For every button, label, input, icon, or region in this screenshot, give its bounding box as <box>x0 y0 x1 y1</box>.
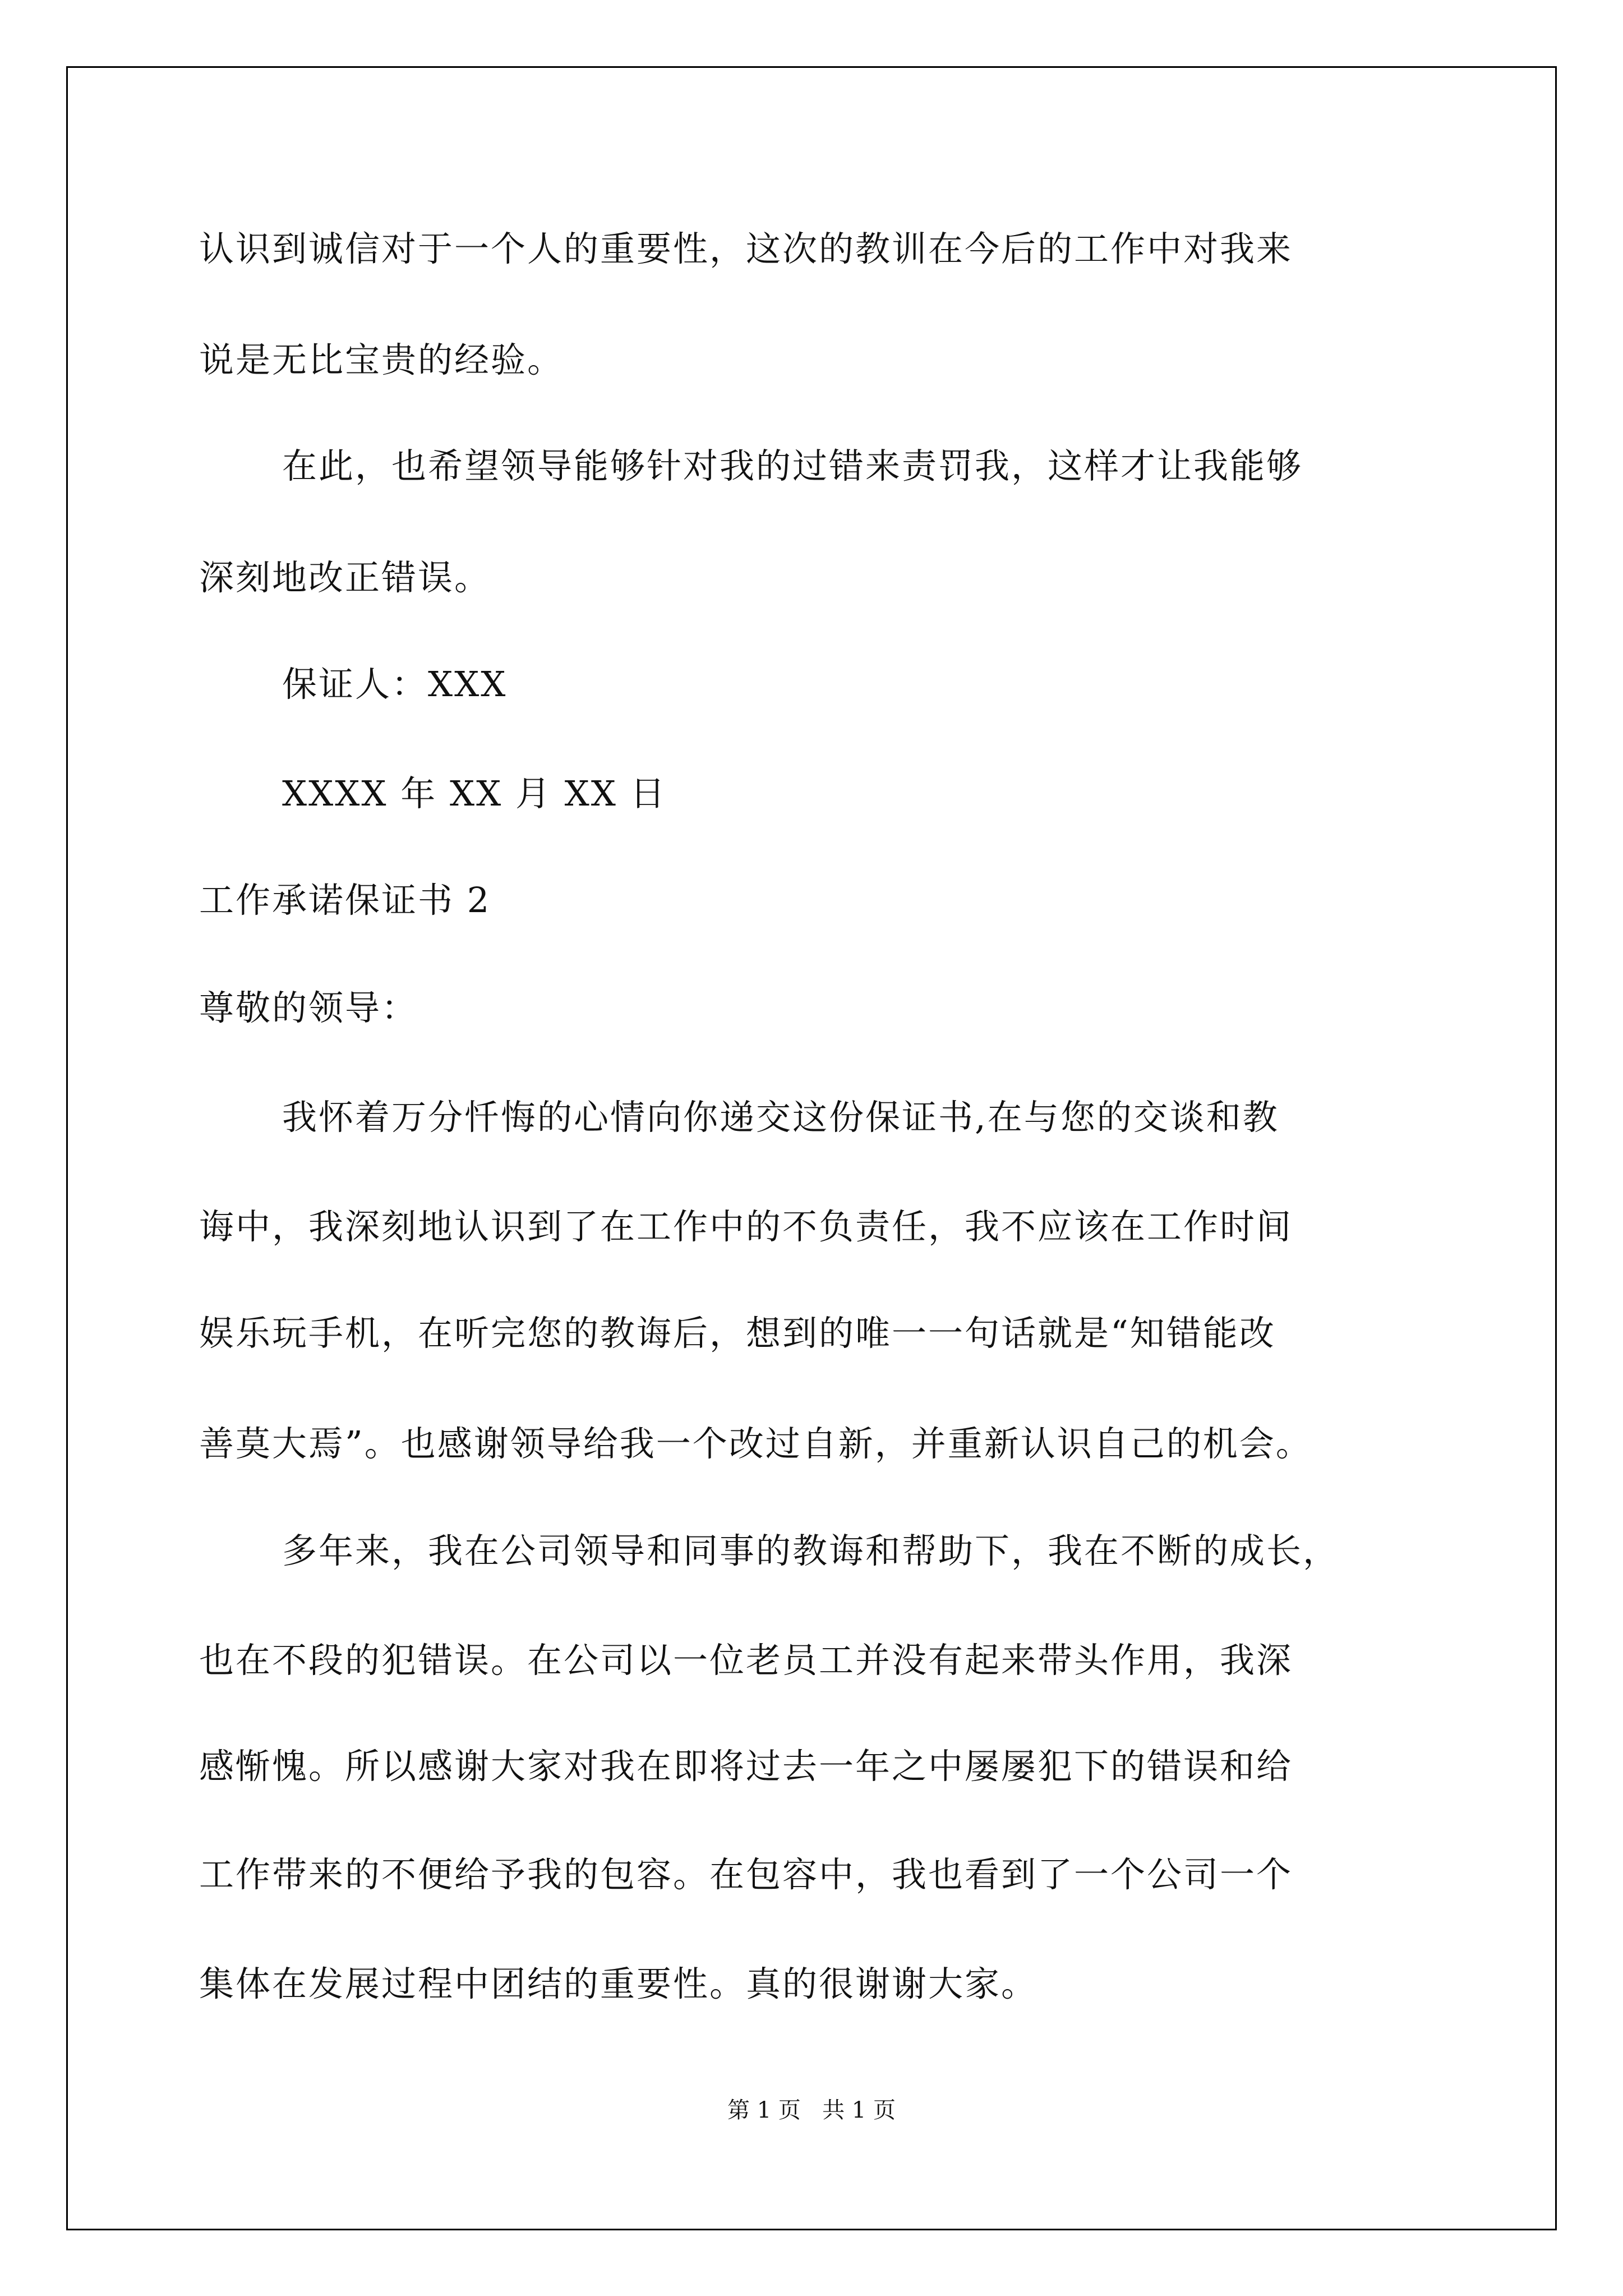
text-line: 深刻地改正错误。 <box>199 557 491 598</box>
page-border <box>66 66 1557 2230</box>
text-line: 娱乐玩手机，在听完您的教诲后，想到的唯一一句话就是“知错能改 <box>199 1313 1276 1354</box>
date-line: XXXX 年 XX 月 XX 日 <box>282 773 667 814</box>
section-heading: 工作承诺保证书 2 <box>199 880 491 921</box>
text-line: 说是无比宝贵的经验。 <box>199 339 564 380</box>
text-line: 集体在发展过程中团结的重要性。真的很谢谢大家。 <box>199 1963 1038 2004</box>
text-line: 也在不段的犯错误。在公司以一位老员工并没有起来带头作用，我深 <box>199 1640 1293 1681</box>
text-line: 工作带来的不便给予我的包容。在包容中，我也看到了一个公司一个 <box>199 1854 1293 1895</box>
text-line: 善莫大焉”。也感谢领导给我一个改过自新，并重新认识自己的机会。 <box>199 1423 1312 1464</box>
signatory-line: 保证人：XXX <box>282 664 508 705</box>
salutation: 尊敬的领导： <box>199 987 418 1028</box>
text-line: 感惭愧。所以感谢大家对我在即将过去一年之中屡屡犯下的错误和给 <box>199 1746 1293 1787</box>
text-line: 多年来，我在公司领导和同事的教诲和帮助下，我在不断的成长， <box>282 1530 1340 1571</box>
page-footer: 第 1 页 共 1 页 <box>727 2097 896 2123</box>
text-line: 诲中，我深刻地认识到了在工作中的不负责任，我不应该在工作时间 <box>199 1206 1293 1247</box>
text-line: 认识到诚信对于一个人的重要性，这次的教训在今后的工作中对我来 <box>199 228 1293 269</box>
text-line: 在此，也希望领导能够针对我的过错来责罚我，这样才让我能够 <box>282 445 1303 486</box>
text-line: 我怀着万分忏悔的心情向你递交这份保证书,在与您的交谈和教 <box>282 1097 1279 1138</box>
